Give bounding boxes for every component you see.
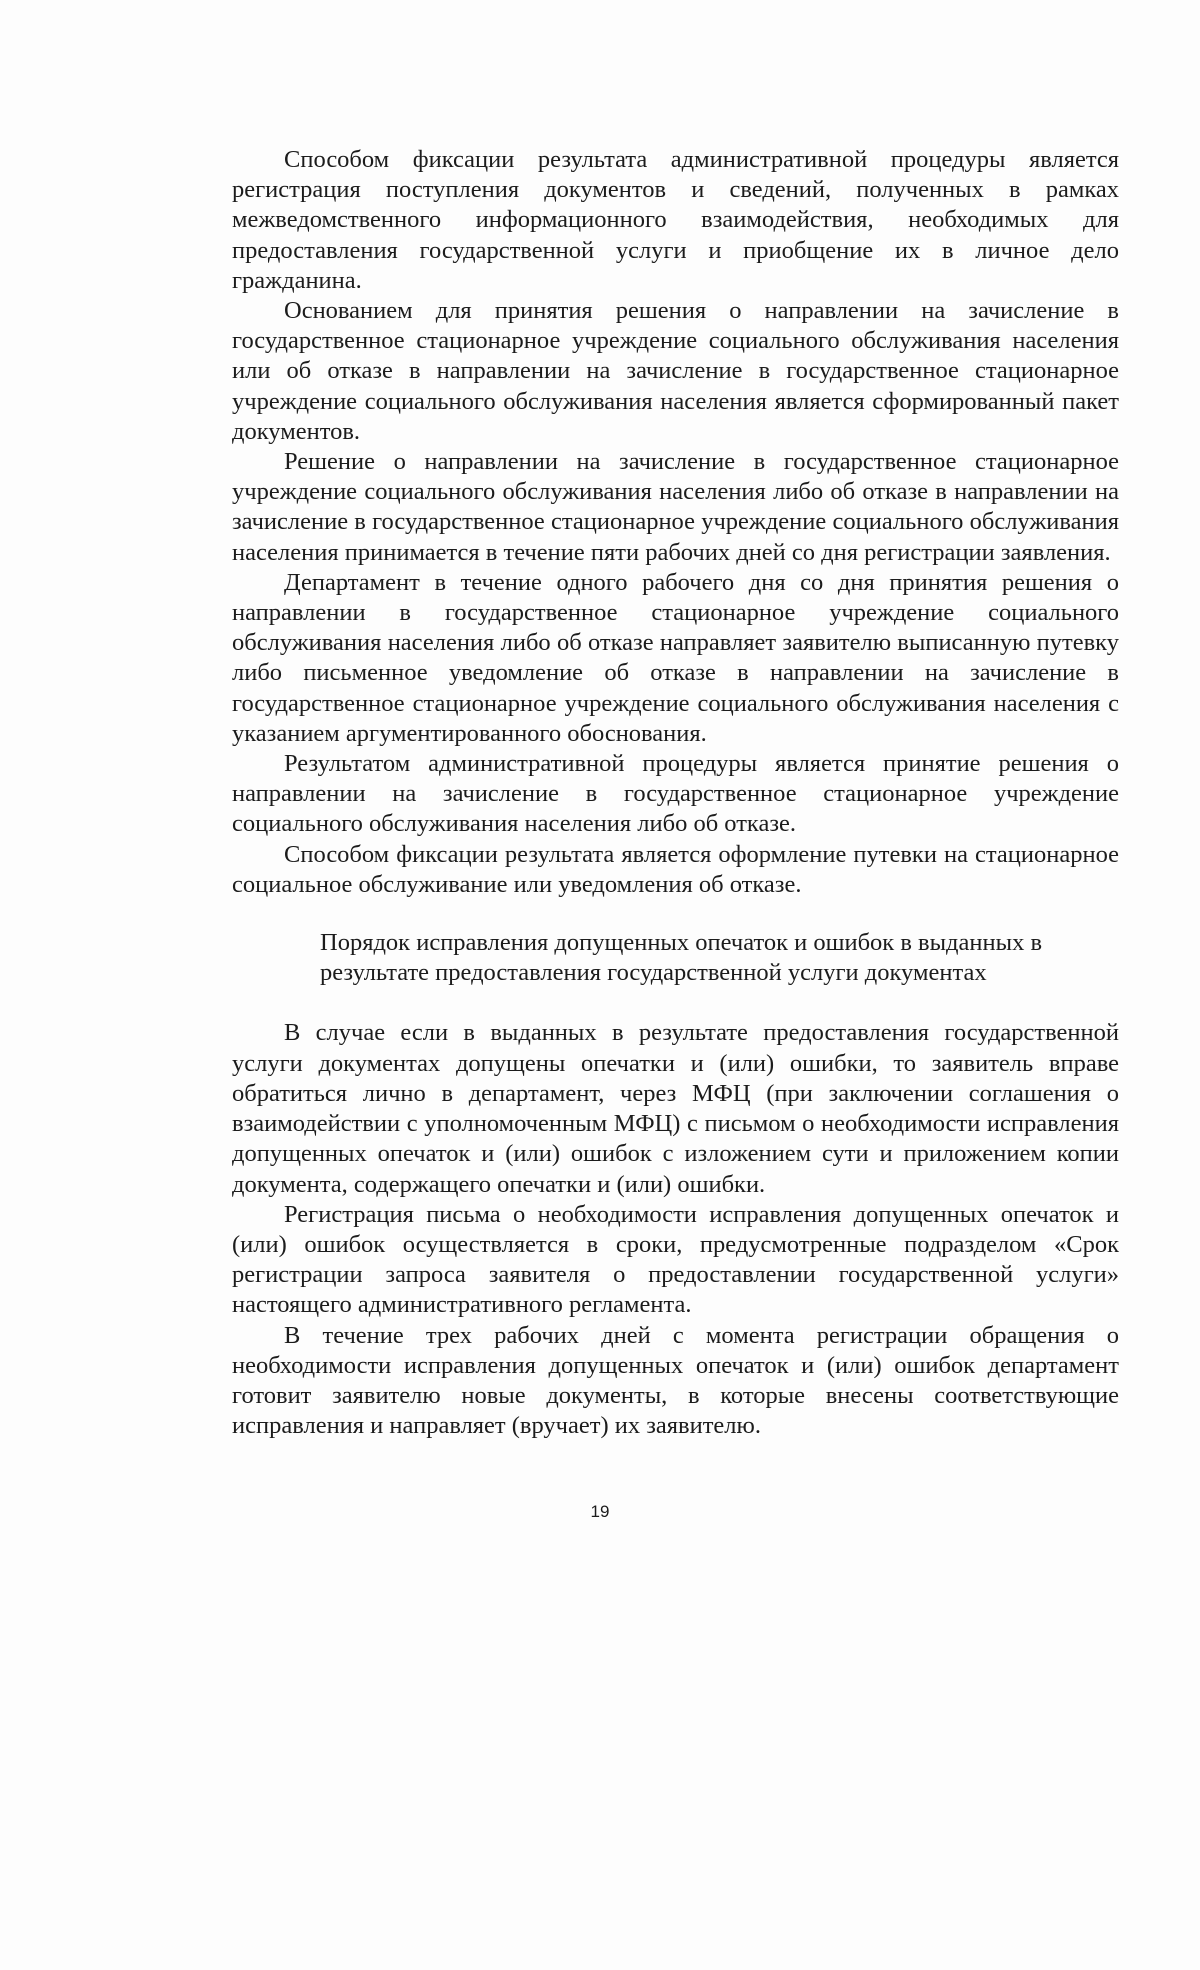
section-heading: Порядок исправления допущенных опечаток и ошибок в выданных в результате предоставления государственной услуги документах xyxy=(320,929,1043,987)
paragraph-3: Решение о направлении на зачисление в государственное стационарное учреждение социального обслуживания населения либо об отказе в направлении на зачисление в государственное стационарное учреждение социального обслуживания населения принимается в течение пяти рабочих дней со дня регистрации заявления. xyxy=(232,448,1119,566)
paragraph-9: В течение трех рабочих дней с момента регистрации обращения о необходимости исправления допущенных опечаток и (или) ошибок департамент готовит заявителю новые документы, в которые внесены соответствующие исправления и направляет (вручает) их заявителю. xyxy=(232,1321,1119,1440)
paragraph-6: Способом фиксации результата является оформление путевки на стационарное социальное обслуживание или уведомления об отказе. xyxy=(232,840,1119,898)
document-body xyxy=(232,145,1119,1441)
paragraph-5: Результатом административной процедуры является принятие решения о направлении на зачисление в государственное стационарное учреждение социального обслуживания населения либо об отказе. xyxy=(232,750,1119,838)
page-number: 19 xyxy=(590,1502,610,1521)
paragraph-4: Департамент в течение одного рабочего дня со дня принятия решения о направлении в государственное стационарное учреждение социального обслуживания населения либо об отказе направляет заявителю выписанную путевку либо письменное уведомление об отказе в направлении на зачисление в государственное стационарное учреждение социального обслуживания населения с указанием аргументированного обоснования. xyxy=(232,568,1119,747)
paragraph-1: Способом фиксации результата административной процедуры является регистрация поступления документов и сведений, полученных в рамках межведомственного информационного взаимодействия, необходимых для предоставления государственной услуги и приобщение их в личное дело гражданина. xyxy=(232,146,1119,294)
paragraph-2: Основанием для принятия решения о направлении на зачисление в государственное стационарное учреждение социального обслуживания населения или об отказе в направлении на зачисление в государственное стационарное учреждение социального обслуживания населения является сформированный пакет документов. xyxy=(232,297,1119,445)
paragraph-8: Регистрация письма о необходимости исправления допущенных опечаток и (или) ошибок осуществляется в сроки, предусмотренные подразделом «Срок регистрации запроса заявителя о предоставлении государственной услуги» настоящего административного регламента. xyxy=(232,1200,1119,1319)
paragraph-7: В случае если в выданных в результате предоставления государственной услуги документах допущены опечатки и (или) ошибки, то заявитель вправе обратиться лично в департамент, через МФЦ (при заключении соглашения о взаимодействии с уполномоченным МФЦ) с письмом о необходимости исправления допущенных опечаток и (или) ошибок с изложением сути и приложением копии документа, содержащего опечатки и (или) ошибки. xyxy=(232,1019,1119,1198)
